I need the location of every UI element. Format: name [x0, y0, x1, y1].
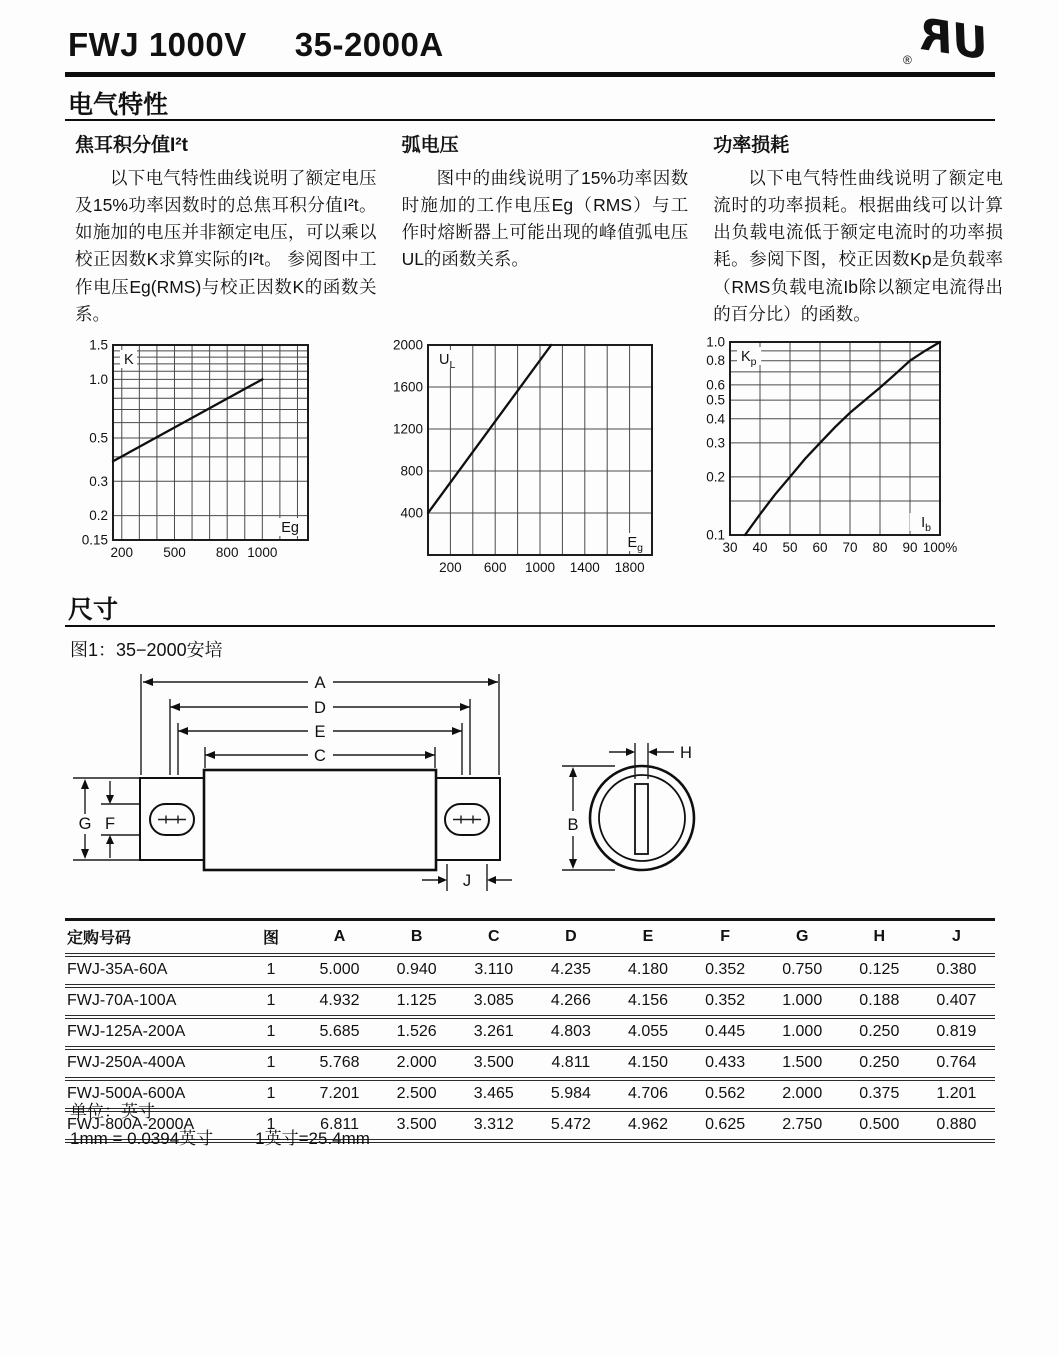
- ul-recognized-logo: [895, 6, 1000, 72]
- column-header: G: [764, 920, 841, 956]
- table-cell: 4.055: [627, 1023, 669, 1040]
- table-cell: 1: [266, 961, 276, 978]
- table-cell: 4.803: [550, 1023, 591, 1040]
- power-loss-chart: [700, 331, 960, 569]
- dimension-table: [65, 918, 995, 1143]
- dim-label-b: B: [567, 816, 579, 834]
- column-arc-voltage-body: 图中的曲线说明了15%功率因数时施加的工作电压Eg（RMS）与工作时熔断器上可能出现的峰值弧电压UL的函数关系。: [401, 168, 689, 270]
- inch-to-mm: 1英寸=25.4mm: [255, 1129, 370, 1148]
- x-tick-label: 100%: [922, 540, 958, 555]
- table-row: [65, 955, 995, 986]
- table-cell: 0.880: [936, 1116, 977, 1133]
- table-cell: 7.201: [319, 1085, 360, 1102]
- table-cell: 4.811: [551, 1054, 591, 1071]
- table-cell: 3.312: [473, 1116, 514, 1133]
- section-divider-electrical: [65, 119, 995, 121]
- table-cell: 2.500: [396, 1085, 437, 1102]
- y-tick-label: 0.5: [706, 392, 725, 408]
- table-cell: 4.156: [627, 992, 669, 1009]
- y-tick-label: 0.3: [706, 435, 725, 451]
- data-series-line: [745, 342, 940, 535]
- table-cell: 4.932: [319, 992, 360, 1009]
- y-tick-label: 0.1: [706, 527, 725, 543]
- column-header: F: [687, 920, 764, 956]
- column-header: J: [918, 920, 995, 956]
- x-tick-label: 80: [872, 540, 888, 555]
- chart-axis-label: $I_b$: [921, 515, 931, 534]
- x-tick-label: 70: [842, 540, 858, 555]
- column-power-loss-heading: 功率损耗: [713, 135, 790, 156]
- y-tick-label: 800: [400, 463, 423, 479]
- x-tick-label: 30: [722, 540, 738, 555]
- part-number-cell: FWJ-70A-100A: [67, 992, 177, 1009]
- y-tick-label: 400: [400, 505, 423, 521]
- part-number-cell: FWJ-250A-400A: [67, 1054, 186, 1071]
- table-cell: 6.811: [320, 1116, 359, 1133]
- part-number-cell: FWJ-125A-200A: [67, 1023, 186, 1040]
- section-title-electrical: 电气特性: [68, 91, 169, 119]
- table-cell: 5.472: [550, 1116, 591, 1133]
- y-tick-label: 1600: [392, 379, 423, 395]
- section-title-dimensions: 尺寸: [68, 596, 119, 624]
- amp-range: 35-2000A: [294, 26, 444, 63]
- table-cell: 1: [266, 1116, 276, 1133]
- table-cell: 0.562: [705, 1085, 746, 1102]
- mm-to-inch: 1mm = 0.0394英寸: [70, 1129, 214, 1148]
- table-cell: 0.445: [705, 1023, 746, 1040]
- table-row: [65, 1048, 995, 1079]
- table-cell: 0.352: [705, 961, 746, 978]
- y-tick-label: 0.5: [89, 430, 108, 446]
- table-cell: 0.750: [782, 961, 823, 978]
- section-divider-dimensions: [65, 625, 995, 627]
- column-arc-voltage-heading: 弧电压: [401, 135, 459, 156]
- i2t-correction-chart: [65, 336, 320, 576]
- x-tick-label: 600: [483, 560, 507, 575]
- table-cell: 2.750: [782, 1116, 823, 1133]
- x-tick-label: 200: [110, 545, 134, 560]
- fuse-dimension-drawing: [65, 658, 730, 908]
- x-tick-label: 50: [782, 540, 798, 555]
- x-tick-label: 500: [163, 545, 186, 560]
- arc-voltage-chart: [385, 333, 665, 585]
- registered-mark: ®: [903, 53, 912, 67]
- dim-label-a: A: [314, 674, 326, 692]
- dim-label-h: H: [680, 744, 692, 762]
- column-header: E: [609, 920, 686, 956]
- page-title: [68, 26, 444, 64]
- y-tick-label: 1.0: [89, 371, 108, 387]
- column-i2t-body: 以下电气特性曲线说明了额定电压及15%功率因数时的总焦耳积分值I²t。如施加的电压并非额定电压，可以乘以校正因数K求算实际的I²t。 参阅图中工作电压Eg(RMS)与校正因数K的函数关系。: [75, 168, 377, 324]
- table-cell: 3.110: [474, 961, 514, 978]
- column-arc-voltage: [402, 130, 689, 328]
- x-tick-label: 1000: [247, 545, 278, 560]
- table-row: [65, 1079, 995, 1110]
- units-note: 单位：英寸: [70, 1102, 155, 1121]
- table-row: [65, 1017, 995, 1048]
- column-header: A: [301, 920, 378, 956]
- y-tick-label: 1200: [392, 421, 423, 437]
- conversion-note: [70, 1124, 370, 1149]
- table-cell: 4.235: [550, 961, 591, 978]
- table-cell: 0.352: [705, 992, 746, 1009]
- table-cell: 0.940: [396, 961, 437, 978]
- chart-axis-label: $U_L$: [439, 352, 456, 371]
- column-header: H: [841, 920, 918, 956]
- figure-caption: 图1：35−2000安培: [70, 640, 223, 660]
- table-cell: 1: [266, 992, 276, 1009]
- table-cell: 0.380: [936, 961, 977, 978]
- x-tick-label: 1800: [614, 560, 645, 575]
- data-series-line: [113, 379, 262, 461]
- column-power-loss-body: 以下电气特性曲线说明了额定电流时的功率损耗。根据曲线可以计算出负载电流低于额定电流时的功率损耗。参阅下图，校正因数Kp是负载率（RMS负载电流Ib除以额定电流得出的百分比）的函数。: [713, 168, 1003, 324]
- dimension-table-head: [65, 920, 995, 956]
- table-cell: 1.526: [396, 1023, 437, 1040]
- x-tick-label: 90: [902, 540, 918, 555]
- header-divider: [65, 72, 995, 77]
- table-cell: 0.250: [859, 1023, 900, 1040]
- dim-label-c: C: [314, 747, 326, 765]
- part-number-cell: FWJ-800A-2000A: [67, 1116, 195, 1133]
- column-header: 图: [241, 920, 301, 956]
- table-cell: 3.500: [396, 1116, 437, 1133]
- table-cell: 1: [266, 1085, 276, 1102]
- chart-axis-label: Eg: [281, 520, 299, 536]
- table-cell: 0.188: [859, 992, 900, 1009]
- y-tick-label: 0.8: [706, 353, 725, 369]
- header-row: [65, 920, 995, 956]
- table-cell: 4.962: [627, 1116, 669, 1133]
- chart-axis-label: $K_p$: [741, 349, 757, 368]
- y-tick-label: 0.4: [706, 411, 725, 427]
- table-cell: 1.000: [782, 992, 823, 1009]
- table-cell: 5.984: [550, 1085, 591, 1102]
- column-i2t-heading: 焦耳积分值I²t: [75, 135, 188, 156]
- chart-axis-label: $E_g$: [627, 535, 643, 554]
- x-tick-label: 1400: [569, 560, 600, 575]
- dim-label-f: F: [104, 815, 116, 833]
- table-cell: 0.500: [859, 1116, 900, 1133]
- chart-axis-label: K: [124, 352, 134, 368]
- y-tick-label: 0.2: [89, 508, 108, 524]
- text-columns: [75, 130, 1003, 328]
- part-number-cell: FWJ-500A-600A: [67, 1085, 186, 1102]
- column-header: D: [532, 920, 609, 956]
- table-cell: 4.266: [550, 992, 591, 1009]
- table-cell: 1.125: [396, 992, 437, 1009]
- x-tick-label: 200: [439, 560, 462, 575]
- dim-label-j: J: [462, 872, 472, 890]
- table-cell: 3.085: [473, 992, 514, 1009]
- table-cell: 0.375: [859, 1085, 900, 1102]
- table-cell: 3.500: [473, 1054, 514, 1071]
- table-cell: 1.500: [782, 1054, 823, 1071]
- table-cell: 1.000: [782, 1023, 823, 1040]
- table-cell: 4.706: [627, 1085, 669, 1102]
- table-cell: 0.407: [936, 992, 977, 1009]
- x-tick-label: 60: [812, 540, 828, 555]
- y-tick-label: 0.3: [89, 473, 108, 489]
- column-power-loss: [713, 130, 1003, 328]
- table-cell: 2.000: [396, 1054, 437, 1071]
- table-cell: 5.685: [319, 1023, 360, 1040]
- y-tick-label: 0.15: [81, 532, 108, 548]
- y-tick-label: 1.5: [89, 337, 108, 353]
- table-cell: 4.180: [627, 961, 669, 978]
- y-tick-label: 2000: [392, 337, 423, 353]
- ul-mark-letters: UR: [914, 8, 992, 71]
- dim-label-g: G: [78, 815, 92, 833]
- table-cell: 5.768: [319, 1054, 360, 1071]
- table-cell: 3.261: [473, 1023, 514, 1040]
- column-i2t: [75, 130, 377, 328]
- table-cell: 0.625: [705, 1116, 746, 1133]
- dim-label-e: E: [314, 723, 326, 741]
- table-cell: 0.433: [705, 1054, 746, 1071]
- y-tick-label: 0.2: [706, 469, 725, 485]
- x-tick-label: 1000: [524, 560, 556, 575]
- table-cell: 0.764: [936, 1054, 977, 1071]
- table-cell: 2.000: [782, 1085, 823, 1102]
- dim-label-d: D: [314, 699, 326, 717]
- y-tick-label: 0.6: [706, 377, 725, 393]
- x-tick-label: 800: [215, 545, 239, 560]
- table-cell: 3.465: [473, 1085, 514, 1102]
- table-cell: 5.000: [319, 961, 360, 978]
- table-cell: 1: [266, 1023, 276, 1040]
- table-cell: 1: [266, 1054, 276, 1071]
- table-cell: 0.819: [936, 1023, 977, 1040]
- x-tick-label: 40: [752, 540, 768, 555]
- table-cell: 0.250: [859, 1054, 900, 1071]
- table-cell: 0.125: [859, 961, 900, 978]
- column-header: B: [378, 920, 455, 956]
- column-header: 定购号码: [65, 920, 241, 956]
- product-series: FWJ 1000V: [68, 26, 247, 63]
- part-number-cell: FWJ-35A-60A: [67, 961, 168, 978]
- y-tick-label: 1.0: [706, 334, 725, 350]
- table-row: [65, 986, 995, 1017]
- table-cell: 1.201: [936, 1085, 977, 1102]
- column-header: C: [455, 920, 532, 956]
- dimension-table-body: [65, 955, 995, 1141]
- table-cell: 4.150: [627, 1054, 669, 1071]
